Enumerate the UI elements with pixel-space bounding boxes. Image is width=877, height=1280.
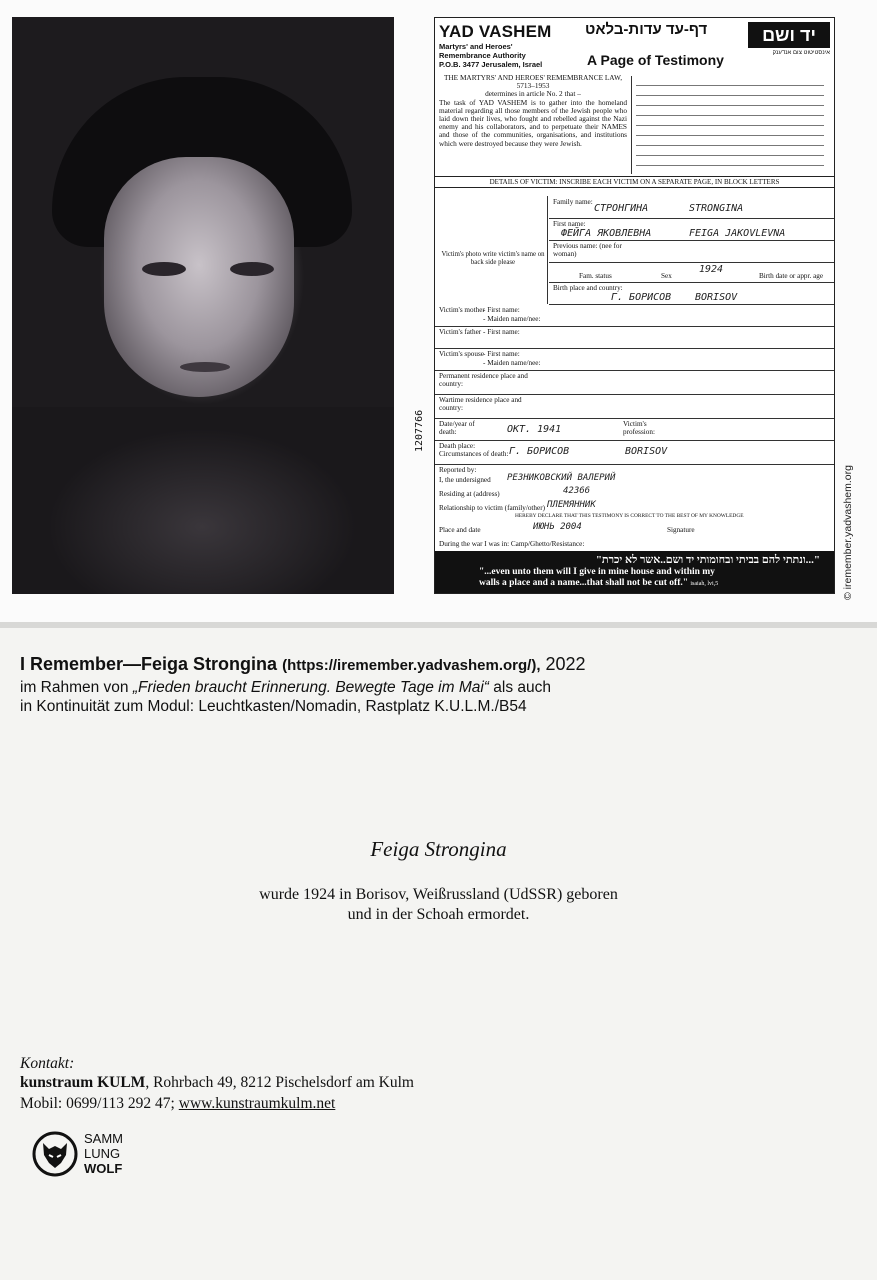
status-row: Fam. status Sex 1924 Birth date or appr. age [549, 262, 834, 283]
reporter-block: Reported by: I, the undersigned РЕЗНИКОВСКИЙ ВАЛЕРИЙ Residing at (address) 42366 Relationship to victim (family/other) ПЛЕМЯННИК HEREBY DECLARE THAT THIS TESTIMONY IS CORRECT TO THE BEST OF MY KNOWLEDGE Place and date ИЮНЬ 2004 Signature During the war I was in: Camp/Ghetto/Resistance: [439, 466, 744, 548]
spouse-row: Victim's spouse - First name: - Maiden name/nee: [435, 348, 834, 371]
margin-note: 1207766 [414, 409, 425, 452]
law-sub: determines in article No. 2 that – [485, 89, 581, 99]
page-of-testimony-form [434, 17, 835, 594]
footer-quote-english: "...even unto them will I give in mine house and within my walls a place and a name...that shall not be cut off." isaiah, lvi,5 [479, 567, 719, 588]
wolf-icon [32, 1131, 78, 1177]
first-name-lat: FEIGA JAKOVLEVNA [689, 228, 786, 239]
death-date-row: Date/year of death: ОКТ. 1941 Victim's profession: [435, 418, 834, 441]
side-url: © iremember.yadvashem.org [842, 465, 854, 600]
previous-name-row: Previous name: (nee for woman) [549, 240, 834, 263]
yad-vashem-logo: יד ושם [748, 22, 830, 48]
place-date: ИЮНЬ 2004 [533, 522, 582, 532]
title-main: I Remember—Feiga Strongina [20, 654, 278, 674]
yad-vashem-logo-sub: אינסטיטוט צום אנדענק [772, 50, 830, 56]
family-name-ru: СТРОНГИНА [594, 203, 649, 214]
contact-label: Kontakt: [20, 1055, 75, 1072]
person-name: Feiga Strongina [370, 837, 507, 861]
card-divider [0, 622, 877, 628]
wartime-residence-row: Wartime residence place and country: [435, 394, 834, 419]
details-heading: DETAILS OF VICTIM: INSCRIBE EACH VICTIM ON A SEPARATE PAGE, IN BLOCK LETTERS [435, 176, 834, 188]
subtitle-line-2: in Kontinuität zum Modul: Leuchtkasten/Nomadin, Rastplatz K.U.L.M./B54 [20, 698, 527, 715]
mother-row: Victim's mother - First name: - Maiden name/nee: [435, 304, 834, 327]
sammlung-wolf-logo: SAMM LUNG WOLF [84, 1131, 123, 1176]
reporter-address: 42366 [563, 486, 591, 496]
family-name-lat: STRONGINA [689, 203, 744, 214]
father-row: Victim's father - First name: [435, 326, 834, 349]
photo-note: Victim's photo write victim's name on back side please [439, 196, 548, 304]
hebrew-text-block [631, 76, 828, 174]
death-place-row: Death place: Circumstances of death: Г. БОРИСОВ BORISOV [435, 440, 834, 465]
person-desc-1: wurde 1924 in Borisov, Weißrussland (UdSSR) geboren [259, 886, 618, 903]
contact-mobile-line [20, 1095, 335, 1113]
contact-address: kunstraum KULM, Rohrbach 49, 8212 Pischelsdorf am Kulm [20, 1074, 414, 1091]
death-place-ru: Г. БОРИСОВ [509, 446, 570, 457]
first-name-row: First name: ФЕЙГА ЯКОВЛЕВНА FEIGA JAKOVLEVNA [549, 218, 834, 241]
reporter-relationship: ПЛЕМЯННИК [547, 500, 596, 510]
org-name: YAD VASHEM [439, 22, 552, 41]
form-title: A Page of Testimony [587, 52, 724, 68]
death-date: ОКТ. 1941 [507, 424, 562, 435]
first-name-ru: ФЕЙГА ЯКОВЛЕВНА [561, 228, 652, 239]
law-heading: THE MARTYRS' AND HEROES' REMEMBRANCE LAW, 5713–1953 [443, 73, 623, 91]
org-sub3: P.O.B. 3477 Jerusalem, Israel [439, 60, 543, 69]
card-title [20, 654, 586, 675]
birth-place-lat: BORISOV [695, 292, 738, 303]
subtitle-line-1: im Rahmen von „Frieden braucht Erinnerung. Bewegte Tage im Mai“ als auch [20, 679, 552, 696]
birth-place-row: Birth place and country: Г. БОРИСОВ BORISOV [549, 282, 834, 305]
law-text-block [439, 74, 627, 148]
birth-date: 1924 [699, 264, 724, 275]
birth-place-ru: Г. БОРИСОВ [611, 292, 672, 303]
testimony-card [0, 0, 877, 622]
title-url: (https://iremember.yadvashem.org/), [282, 657, 541, 674]
contact-mobile: Mobil: 0699/113 292 47; [20, 1095, 175, 1112]
hebrew-title: דף-עד עדות-בלאט [585, 21, 708, 38]
reporter-name: РЕЗНИКОВСКИЙ ВАЛЕРИЙ [507, 473, 616, 483]
person-desc-2: und in der Schoah ermordet. [347, 906, 530, 923]
death-place-lat: BORISOV [625, 446, 668, 457]
form-header-left [439, 22, 552, 69]
org-sub2: Remembrance Authority [439, 51, 526, 60]
contact-website-link[interactable]: www.kunstraumkulm.net [178, 1095, 336, 1112]
event-name: „Frieden braucht Erinnerung. Bewegte Tage im Mai“ [132, 679, 489, 696]
permanent-residence-row: Permanent residence place and country: [435, 370, 834, 395]
victim-portrait-photo [12, 17, 394, 594]
form-footer-quote [435, 551, 834, 593]
law-text: The task of YAD VASHEM is to gather into the homeland material regarding all those members of the Jewish people who laid down their lives, who fought and rebelled against the Nazi enemy and his collaborators, and to perpetuate their NAMES and those of the communities, organisations, and institutions which were destroyed because they were Jewish. [439, 97, 627, 148]
contact-org: kunstraum KULM [20, 1074, 146, 1091]
family-name-row: Family name: СТРОНГИНА STRONGINA [549, 196, 834, 219]
org-sub1: Martyrs' and Heroes' [439, 42, 513, 51]
title-year: 2022 [545, 654, 586, 674]
footer-quote-hebrew: "...ונתתי להם בביתי ובחומותי יד ושם..אשר לא יכרת" [595, 554, 820, 566]
